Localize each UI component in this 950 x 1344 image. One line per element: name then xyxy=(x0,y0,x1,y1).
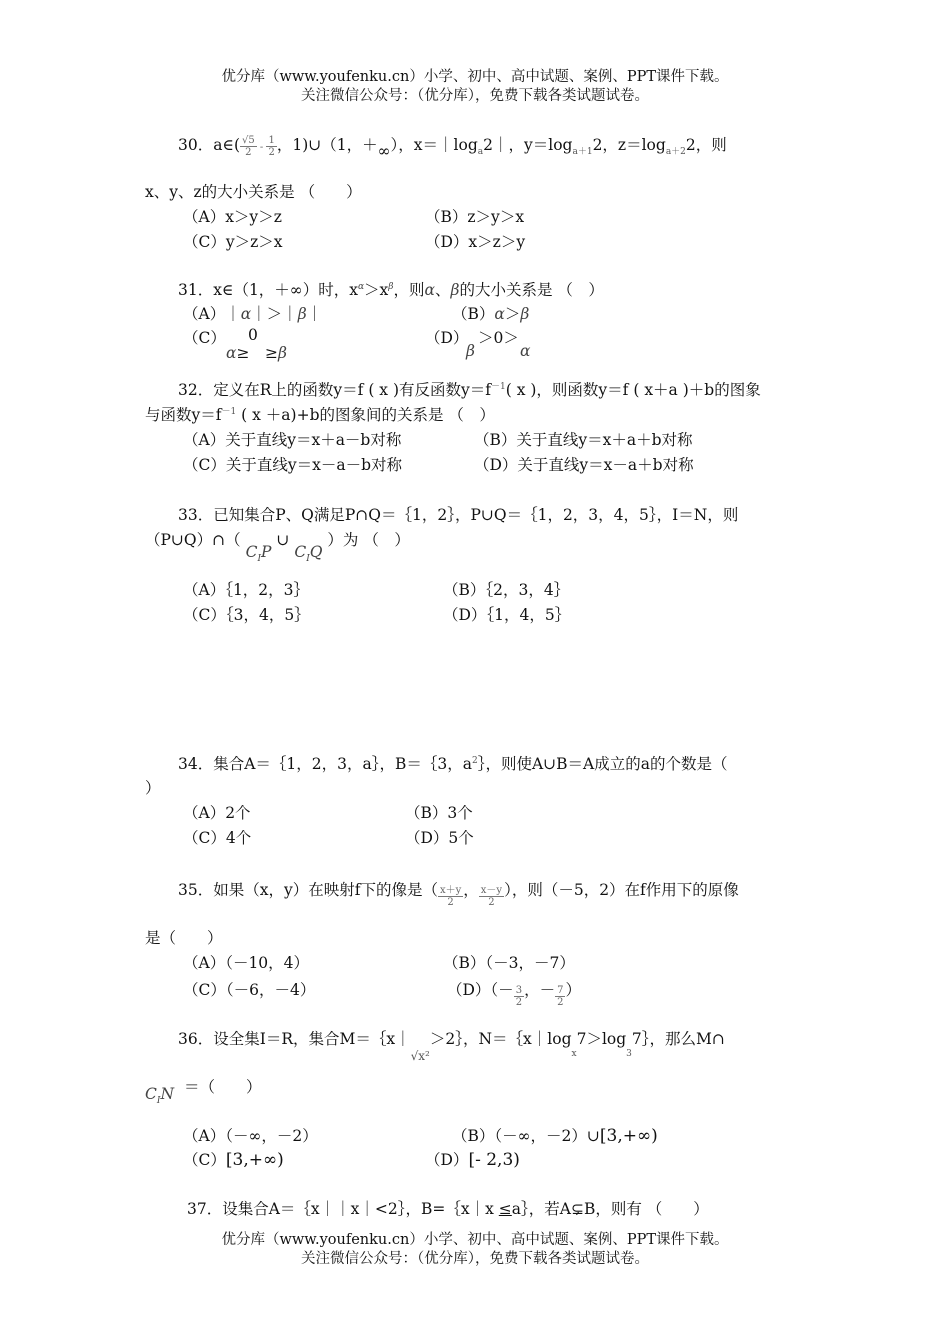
q30-option-c: （C）y＞z＞x xyxy=(183,233,283,251)
q33-stem-line-2: （P∪Q）∩（ $C_IP$ ∪ $C_IQ$ ）为 （ ） xyxy=(145,531,410,564)
q31-stem: 31．x∈（1，＋∞）时，$x^\alpha>x^\beta$，则α、β的大小关系是 （ ） xyxy=(178,281,604,299)
q34-option-a: （A）2个 xyxy=(183,804,251,822)
q34-stem-line-1: 34．集合A＝｛1，2，3，a｝，B＝｛3，$a^2\}$，则使A∪B＝A成立的a的个数是（ xyxy=(178,755,728,773)
q31-option-b: （B）α＞β xyxy=(452,305,530,323)
q30-stem-line-1: 30．a∈( $\frac{√5}{2}$ - $\frac{1}{2}$ ，1)∪（1，＋∞），$x=|\log_a2|$，$y=\log_{a+1}2$，$z=\log_{a+2}2$，则 xyxy=(178,134,727,160)
footer-line-1: 优分库（www.youfenku.cn）小学、初中、高中试题、案例、PPT课件下载。 xyxy=(221,1232,729,1248)
q30-option-b: （B）z＞y＞x xyxy=(425,208,525,226)
q31-option-a: （A）｜α｜＞｜β｜ xyxy=(183,305,323,323)
q31-option-c-expr: α≥ ≥β xyxy=(226,344,287,362)
q33-complement-p: $C_IP$ xyxy=(245,543,272,564)
q30-option-a: （A）x＞y＞z xyxy=(183,208,282,226)
q33-stem-line-1: 33．已知集合P、Q满足P∩Q＝｛1，2｝，P∪Q＝｛1，2，3，4，5｝，I＝N，则 xyxy=(178,506,739,524)
q36-sqrt-x-squared: √x² xyxy=(410,1049,430,1063)
q34-option-c: （C）4个 xyxy=(183,829,252,847)
q32-stem-line-1: 32．定义在R上的函数y＝f ( x )有反函数$y=f^{-1}$( x )，则函数y＝f ( x＋a )＋b的图象 xyxy=(178,381,761,399)
q33-option-c: （C）｛3，4，5｝ xyxy=(183,606,310,624)
q35-stem-line-1: 35．如果（x，y）在映射f下的像是（ $\frac{x+y}{2}$ ， $\frac{x-y}{2}$ ），则（－5，2）在f作用下的原像 xyxy=(178,881,739,908)
q35-frac-x-plus-y: $\frac{x+y}{2}$ xyxy=(439,885,462,908)
q36-option-d: （D）[- 2,3) xyxy=(425,1150,520,1170)
q31-option-c-label: （C） xyxy=(183,329,226,347)
q35-d-frac-3-over-2: $\frac{3}{2}$ xyxy=(515,985,523,1008)
header-line-1: 优分库（www.youfenku.cn）小学、初中、高中试题、案例、PPT课件下载。 xyxy=(221,69,729,85)
q35-option-d: （D）（－ $\frac{3}{2}$ ，－ $\frac{7}{2}$ ） xyxy=(447,981,581,1008)
q35-option-c: （C）（－6，－4） xyxy=(183,981,316,999)
q34-option-b: （B）3个 xyxy=(405,804,473,822)
q31-option-d-label: （D） xyxy=(425,329,469,347)
q30-frac-sqrt5-over-2: $\frac{√5}{2}$ xyxy=(242,134,255,158)
q31-option-d-beta: β xyxy=(466,342,475,360)
q31-option-d-gt: ＞0＞ xyxy=(478,329,519,347)
q35-option-b: （B）（－3，－7） xyxy=(443,954,575,972)
q36-complement-n: $C_IN$ xyxy=(145,1085,174,1106)
q36-option-b: （B）（－∞，－2）∪[3,+∞) xyxy=(452,1126,658,1146)
q30-stem-line-2: x、y、z的大小关系是 （ ） xyxy=(145,183,362,201)
header-line-2: 关注微信公众号：（优分库），免费下载各类试题试卷。 xyxy=(301,88,649,104)
q30-frac-1-over-2: $\frac{1}{2}$ xyxy=(268,134,275,158)
q35-option-a: （A）（－10，4） xyxy=(183,954,310,972)
q31-option-c-zero: 0 xyxy=(248,326,258,344)
q34-option-d: （D）5个 xyxy=(405,829,474,847)
q30-option-d: （D）x＞z＞y xyxy=(425,233,526,251)
q32-stem-line-2: 与函数$y=f^{-1}$ ( x ＋a)+b的图象间的关系是 （ ） xyxy=(145,406,495,424)
q31-option-d-alpha: α xyxy=(520,342,531,360)
q33-option-d: （D）｛1，4，5｝ xyxy=(443,606,571,624)
q36-stem-line-2: ＝（ ） xyxy=(184,1078,262,1096)
q35-stem-line-2: 是（ ） xyxy=(145,929,223,947)
q34-stem-line-2: ） xyxy=(145,779,161,797)
footer-line-2: 关注微信公众号：（优分库），免费下载各类试题试卷。 xyxy=(301,1251,649,1267)
q32-option-a: （A）关于直线y＝x＋a－b对称 xyxy=(183,431,402,449)
q37-stem: 37．设集合A＝｛x｜｜x｜<2｝，B=｛x｜x ≤a｝，若A⊊B，则有 （ ） xyxy=(187,1200,709,1218)
q32-option-d: （D）关于直线y＝x－a＋b对称 xyxy=(474,456,694,474)
q35-frac-x-minus-y: $\frac{x-y}{2}$ xyxy=(480,885,503,908)
q36-stem-line-1: 36．设全集I＝R，集合M＝｛x｜√x²＞2｝，$N=\{x|\log_x7>\log_37\}$，那么M∩ xyxy=(178,1030,725,1063)
q32-option-c: （C）关于直线y＝x－a－b对称 xyxy=(183,456,403,474)
q35-d-frac-7-over-2: $\frac{7}{2}$ xyxy=(557,985,564,1008)
q33-complement-q: $C_IQ$ xyxy=(294,543,323,564)
q33-option-b: （B）｛2，3，4｝ xyxy=(443,581,570,599)
q32-option-b: （B）关于直线y＝x＋a＋b对称 xyxy=(474,431,693,449)
q36-option-c: （C）[3,+∞) xyxy=(183,1150,284,1170)
q33-option-a: （A）｛1，2，3｝ xyxy=(183,581,310,599)
q36-option-a: （A）（－∞，－2） xyxy=(183,1127,318,1145)
